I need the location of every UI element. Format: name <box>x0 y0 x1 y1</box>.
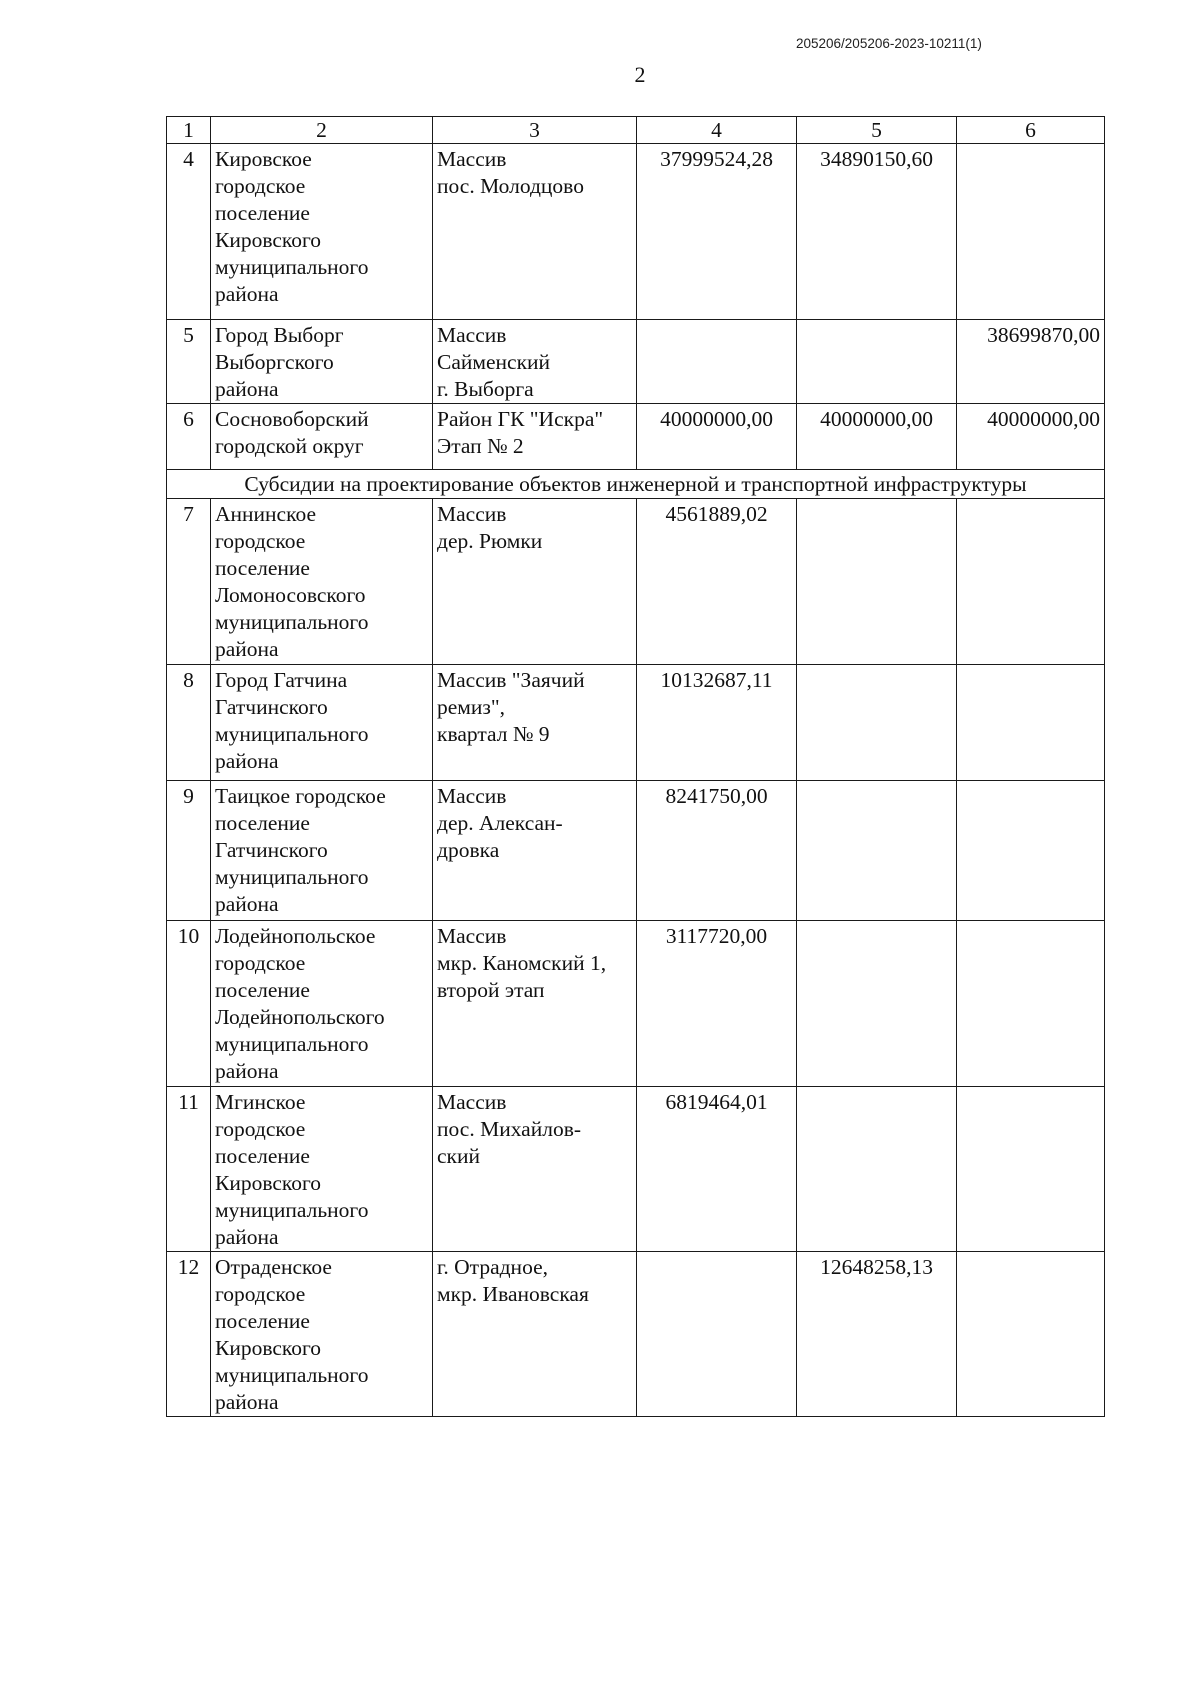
amount-cell-c4: 6819464,01 <box>637 1087 797 1252</box>
amount-cell-c4: 37999524,28 <box>637 144 797 320</box>
amount-cell-c6 <box>957 1252 1105 1417</box>
municipality-line: района <box>215 377 279 401</box>
municipality-line: муниципального <box>215 1032 369 1056</box>
column-number-row <box>167 117 1105 144</box>
municipality-line: Кировского <box>215 1171 322 1195</box>
table-body <box>167 117 1105 1417</box>
municipality-line: Город Выборг <box>215 323 344 347</box>
municipality-cell <box>211 921 433 1087</box>
municipality-line: муниципального <box>215 610 369 634</box>
table-row <box>167 1087 1105 1252</box>
site-cell <box>433 404 637 470</box>
municipality-line: поселение <box>215 978 310 1002</box>
municipality-line: Ломоносовского <box>215 583 366 607</box>
municipality-line: городское <box>215 1282 306 1306</box>
amount-cell-c6 <box>957 1087 1105 1252</box>
site-line: Массив <box>437 502 507 526</box>
municipality-line: поселение <box>215 811 310 835</box>
municipality-line: городское <box>215 951 306 975</box>
municipality-line: Гатчинского <box>215 695 328 719</box>
row-number-cell: 7 <box>167 499 211 665</box>
section-row <box>167 470 1105 499</box>
document-id: 205206/205206-2023-10211(1) <box>796 36 982 51</box>
section-title: Субсидии на проектирование объектов инженерной и транспортной инфраструктуры <box>167 470 1105 499</box>
municipality-line: Лодейнопольского <box>215 1005 385 1029</box>
municipality-line: Мгинское <box>215 1090 306 1114</box>
column-number: 1 <box>167 117 211 144</box>
row-number-cell: 11 <box>167 1087 211 1252</box>
site-line: ремиз", <box>437 695 506 719</box>
amount-cell-c4 <box>637 1252 797 1417</box>
amount-cell-c6 <box>957 665 1105 781</box>
row-number-cell: 4 <box>167 144 211 320</box>
municipality-line: района <box>215 749 279 773</box>
site-line: пос. Михайлов- <box>437 1117 582 1141</box>
site-cell <box>433 1252 637 1417</box>
table-row <box>167 921 1105 1087</box>
page-number: 2 <box>634 62 646 87</box>
site-line: Массив <box>437 1090 507 1114</box>
municipality-line: Лодейнопольское <box>215 924 376 948</box>
table-row <box>167 320 1105 404</box>
row-number-cell: 5 <box>167 320 211 404</box>
municipality-line: муниципального <box>215 1363 369 1387</box>
amount-cell-c5: 12648258,13 <box>797 1252 957 1417</box>
amount-cell-c5: 40000000,00 <box>797 404 957 470</box>
amount-cell-c5 <box>797 320 957 404</box>
municipality-line: поселение <box>215 1144 310 1168</box>
amount-cell-c4: 8241750,00 <box>637 781 797 921</box>
municipality-line: района <box>215 282 279 306</box>
municipality-line: Отраденское <box>215 1255 332 1279</box>
municipality-line: городское <box>215 1117 306 1141</box>
amount-cell-c6 <box>957 499 1105 665</box>
amount-cell-c6 <box>957 781 1105 921</box>
amount-cell-c6 <box>957 144 1105 320</box>
municipality-cell <box>211 499 433 665</box>
municipality-line: городское <box>215 174 306 198</box>
amount-cell-c5 <box>797 781 957 921</box>
municipality-line: района <box>215 637 279 661</box>
site-line: дер. Рюмки <box>437 529 543 553</box>
municipality-cell <box>211 404 433 470</box>
row-number-cell: 8 <box>167 665 211 781</box>
municipality-line: поселение <box>215 556 310 580</box>
municipality-line: района <box>215 1390 279 1414</box>
row-number-cell: 10 <box>167 921 211 1087</box>
table-row <box>167 1252 1105 1417</box>
municipality-line: Сосновоборский <box>215 407 369 431</box>
column-number: 4 <box>637 117 797 144</box>
site-line: Сайменский <box>437 350 551 374</box>
municipality-line: Гатчинского <box>215 838 328 862</box>
amount-cell-c4: 40000000,00 <box>637 404 797 470</box>
column-number: 3 <box>433 117 637 144</box>
amount-cell-c6: 40000000,00 <box>957 404 1105 470</box>
municipality-line: Аннинское <box>215 502 317 526</box>
municipality-cell <box>211 1252 433 1417</box>
table-row <box>167 781 1105 921</box>
municipality-line: Таицкое городское <box>215 784 386 808</box>
site-line: Массив <box>437 147 507 171</box>
site-cell <box>433 499 637 665</box>
table-row <box>167 499 1105 665</box>
municipality-line: муниципального <box>215 1198 369 1222</box>
municipality-line: Кировское <box>215 147 312 171</box>
municipality-line: Город Гатчина <box>215 668 348 692</box>
site-line: г. Отрадное, <box>437 1255 548 1279</box>
amount-cell-c4: 4561889,02 <box>637 499 797 665</box>
site-line: Массив "Заячий <box>437 668 585 692</box>
site-line: г. Выборга <box>437 377 534 401</box>
municipality-line: района <box>215 1225 279 1249</box>
site-cell <box>433 320 637 404</box>
site-line: Район ГК "Искра" <box>437 407 604 431</box>
municipality-line: муниципального <box>215 722 369 746</box>
site-line: ский <box>437 1144 480 1168</box>
table-row <box>167 144 1105 320</box>
site-line: дровка <box>437 838 500 862</box>
municipality-line: Кировского <box>215 1336 322 1360</box>
row-number-cell: 9 <box>167 781 211 921</box>
site-line: мкр. Каномский 1, <box>437 951 607 975</box>
site-line: мкр. Ивановская <box>437 1282 589 1306</box>
site-cell <box>433 781 637 921</box>
row-number-cell: 6 <box>167 404 211 470</box>
municipality-line: Выборгского <box>215 350 334 374</box>
municipality-cell <box>211 781 433 921</box>
municipality-cell <box>211 320 433 404</box>
municipality-line: поселение <box>215 201 310 225</box>
table-row <box>167 665 1105 781</box>
site-line: Массив <box>437 924 507 948</box>
column-number: 6 <box>957 117 1105 144</box>
row-number-cell: 12 <box>167 1252 211 1417</box>
municipality-cell <box>211 144 433 320</box>
municipality-line: городской округ <box>215 434 364 458</box>
site-line: пос. Молодцово <box>437 174 584 198</box>
amount-cell-c5 <box>797 665 957 781</box>
site-line: Этап № 2 <box>437 434 524 458</box>
column-number: 5 <box>797 117 957 144</box>
municipality-line: Кировского <box>215 228 322 252</box>
municipality-cell <box>211 665 433 781</box>
municipality-line: района <box>215 892 279 916</box>
table-row <box>167 404 1105 470</box>
municipality-line: муниципального <box>215 255 369 279</box>
site-line: Массив <box>437 784 507 808</box>
amount-cell-c5: 34890150,60 <box>797 144 957 320</box>
site-cell <box>433 1087 637 1252</box>
site-cell <box>433 144 637 320</box>
amount-cell-c6 <box>957 921 1105 1087</box>
amount-cell-c5 <box>797 499 957 665</box>
site-line: дер. Алексан- <box>437 811 563 835</box>
amount-cell-c4: 10132687,11 <box>637 665 797 781</box>
site-line: квартал № 9 <box>437 722 550 746</box>
municipality-cell <box>211 1087 433 1252</box>
municipality-line: района <box>215 1059 279 1083</box>
subsidy-table <box>166 116 1105 1417</box>
municipality-line: муниципального <box>215 865 369 889</box>
amount-cell-c5 <box>797 1087 957 1252</box>
site-line: Массив <box>437 323 507 347</box>
amount-cell-c4: 3117720,00 <box>637 921 797 1087</box>
amount-cell-c4 <box>637 320 797 404</box>
site-cell <box>433 921 637 1087</box>
column-number: 2 <box>211 117 433 144</box>
site-cell <box>433 665 637 781</box>
amount-cell-c5 <box>797 921 957 1087</box>
amount-cell-c6: 38699870,00 <box>957 320 1105 404</box>
municipality-line: городское <box>215 529 306 553</box>
municipality-line: поселение <box>215 1309 310 1333</box>
site-line: второй этап <box>437 978 545 1002</box>
